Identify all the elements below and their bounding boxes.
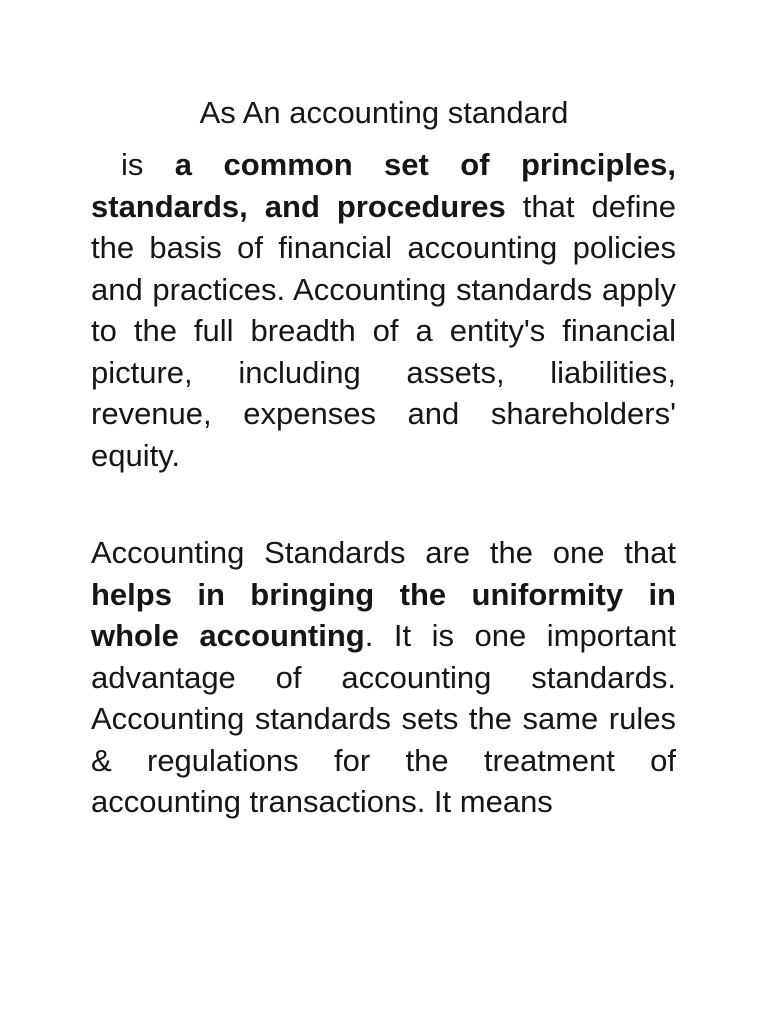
- uniformity-paragraph: [91, 532, 676, 823]
- page-title: As An accounting standard: [199, 95, 569, 130]
- paragraph-body-text: that define the basis of financial accounting policies and practices. Accounting standards apply to the full breadth of a entity's financial picture, including assets, liabilities, revenue, expenses and shareholders' equity.: [91, 188, 676, 473]
- paragraph-bold-text: helps in bringing the uniformity in whole accounting: [91, 576, 676, 653]
- paragraph-lead-text: Accounting Standards are the one that: [91, 535, 676, 570]
- paragraph-bold-text: a common set of principles, standards, and procedures: [91, 147, 676, 224]
- paragraph-body-text: . It is one important advantage of accounting standards. Accounting standards sets the same rules & regulations for the treatment of accounting transactions. It means: [91, 618, 677, 819]
- paragraph-lead-text: is: [121, 147, 144, 182]
- definition-paragraph: [91, 144, 676, 476]
